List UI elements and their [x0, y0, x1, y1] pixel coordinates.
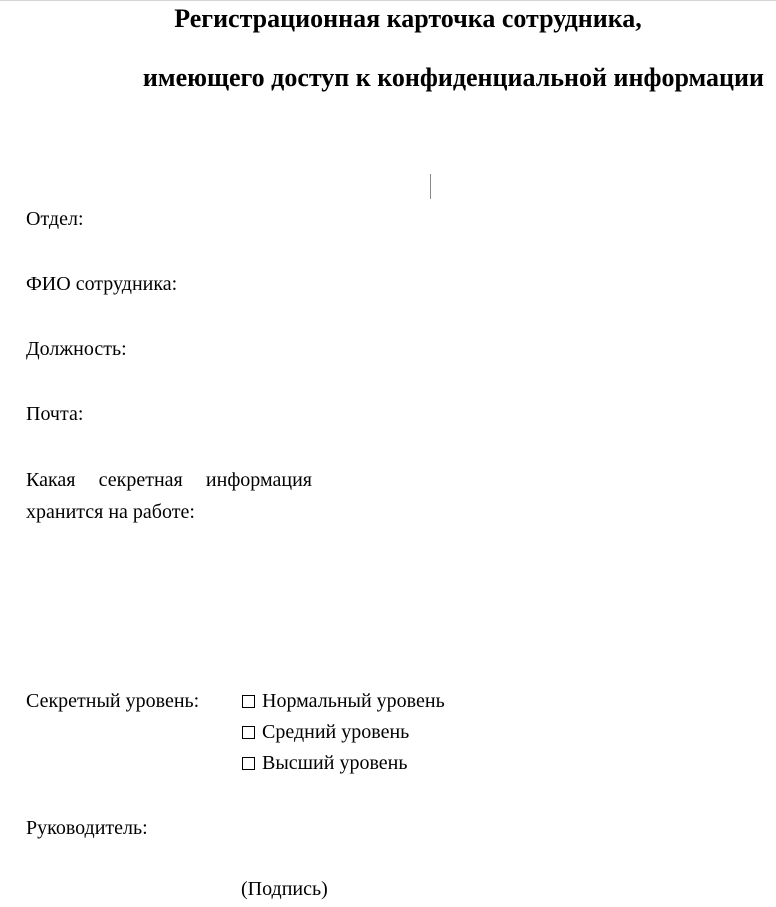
text-cursor[interactable] — [430, 174, 431, 199]
secret-info-label — [26, 468, 312, 524]
secret-level-option-label: Средний уровень — [262, 721, 410, 743]
secret-level-options — [242, 689, 445, 782]
secret-level-label: Секретный уровень: — [26, 690, 200, 712]
checkbox-icon[interactable] — [242, 757, 255, 770]
checkbox-icon[interactable] — [242, 695, 255, 708]
secret-level-option-medium[interactable] — [242, 720, 445, 744]
document-title-line1: Регистрационная карточка сотрудника, — [174, 4, 642, 33]
secret-level-option-label: Высший уровень — [262, 752, 408, 774]
secret-level-option-high[interactable] — [242, 751, 445, 775]
secret-level-option-normal[interactable] — [242, 689, 445, 713]
document-title-line2: имеющего доступ к конфиденциальной информации — [142, 63, 764, 92]
manager-label: Руководитель: — [26, 817, 148, 839]
secret-level-option-label: Нормальный уровень — [262, 690, 445, 712]
checkbox-icon[interactable] — [242, 726, 255, 739]
full-name-label: ФИО сотрудника: — [26, 273, 178, 295]
secret-info-label-line2: хранится на работе: — [26, 501, 195, 523]
signature-label: (Подпись) — [241, 878, 328, 900]
page-top-border — [0, 0, 776, 1]
email-label: Почта: — [26, 403, 84, 425]
department-label: Отдел: — [26, 208, 84, 230]
secret-info-label-line1: Какая секретная информация — [26, 469, 312, 491]
position-label: Должность: — [26, 338, 127, 360]
